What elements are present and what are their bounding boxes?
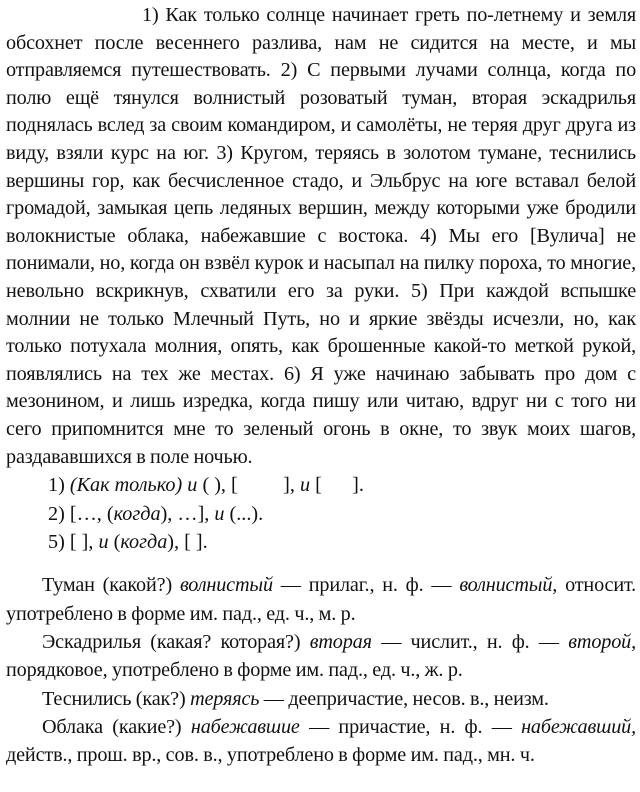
analysis-question: Облака (какие?) [42, 715, 182, 738]
scheme-part: [ ]. [315, 474, 364, 497]
analysis-info: — прилаг., н. ф. — [280, 574, 452, 597]
scheme-number: 1) [48, 474, 65, 497]
scheme-2 [48, 500, 636, 528]
sentence-5: 5) При каждой вспышке молнии не только Млечный Путь, но и яркие звёзды исчезли, но, как только потухала молния, опять, как брошенные какой-то меткой рукой, появлялись на тех же местах. [6, 279, 637, 385]
scheme-part: ), [ ]. [167, 530, 208, 553]
sentence-1: 1) Как только солнце начинает греть по-летнему и земля обсохнет после весеннего разлива, нам не сидится на месте, и мы отправляемся путешествовать. [6, 4, 636, 82]
sentence-2: 2) С первыми лучами солнца, когда по полю ещё тянулся волнистый розоватый туман, вторая эскадрилья поднялась вслед за своим командиром, и самолёты, не теряя друг друга из виду, взяли курс на юг. [6, 59, 637, 164]
scheme-conj: и [98, 530, 109, 553]
scheme-part: (...). [229, 502, 264, 525]
scheme-part: ), …], [160, 502, 215, 525]
morphological-analysis [6, 571, 636, 769]
analysis-base-form: набежавший, [521, 715, 636, 738]
scheme-conj: и [299, 474, 311, 497]
scheme-5 [48, 528, 636, 556]
analysis-info: — деепричастие, несов. в., неизм. [263, 687, 549, 710]
scheme-part: ( [113, 530, 121, 553]
scheme-conj: (Как только) [69, 474, 183, 497]
analysis-info: — причастие, н. ф. — [309, 715, 512, 738]
scheme-number: 2) [48, 502, 65, 525]
analysis-word: волнистый [179, 574, 273, 597]
analysis-question: Эскадрилья (какая? которая?) [42, 630, 301, 653]
sentence-3: 3) Кругом, теряясь в золотом тумане, теснились вершины гор, как бесчисленное стадо, и Эльбрус на юге вставал белой громадой, замыкая цепь ледяных вершин, между которыми уже бродили волокнистые облака, набежавшие с востока. [6, 141, 636, 247]
exercise-text [6, 2, 636, 471]
scheme-number: 5) [48, 530, 65, 553]
analysis-word: теряясь [190, 687, 260, 710]
analysis-info: — числит., н. ф. — [381, 630, 559, 653]
analysis-question: Туман (какой?) [42, 574, 173, 597]
analysis-info: порядковое, употреблено в форме им. пад., ед. ч., ж. р. [6, 659, 463, 682]
analysis-word: набежавшие [190, 715, 300, 738]
scheme-conj: когда [120, 530, 168, 553]
scheme-1 [48, 471, 636, 499]
scheme-part: […, ( [69, 502, 114, 525]
sentence-schemes [6, 471, 636, 556]
analysis-entry [6, 713, 636, 770]
scheme-conj: и [187, 474, 198, 497]
analysis-info: действ., прош. вр., сов. в., употреблено в форме им. пад., мн. ч. [6, 744, 535, 767]
sentence-4: 4) Мы его [Вулича] не понимали, но, когда он взвёл курок и насыпал на пилку пороха, то многие, невольно вскрикнув, схватили его за руки. [6, 224, 636, 302]
scheme-conj: когда [113, 502, 161, 525]
analysis-entry [6, 685, 636, 713]
analysis-entry [6, 628, 636, 685]
analysis-base-form: волнистый, [459, 574, 558, 597]
analysis-base-form: второй, [568, 630, 636, 653]
scheme-conj: и [214, 502, 225, 525]
analysis-entry [6, 571, 636, 628]
analysis-question: Теснились (как?) [42, 687, 186, 710]
analysis-info: относит. употреблено в форме им. пад., ед. ч., м. р. [6, 574, 637, 625]
scheme-part: ( ), [ ], [202, 474, 300, 497]
scheme-part: [ ], [69, 530, 99, 553]
analysis-word: вторая [309, 630, 372, 653]
sentence-6: 6) Я уже начинаю забывать про дом с мезонином, и лишь изредка, когда пишу или читаю, вдруг ни с того ни сего припомнится мне то зеленый огонь в окне, то звук моих шагов, раздававшихся в поле ночью. [6, 362, 636, 468]
